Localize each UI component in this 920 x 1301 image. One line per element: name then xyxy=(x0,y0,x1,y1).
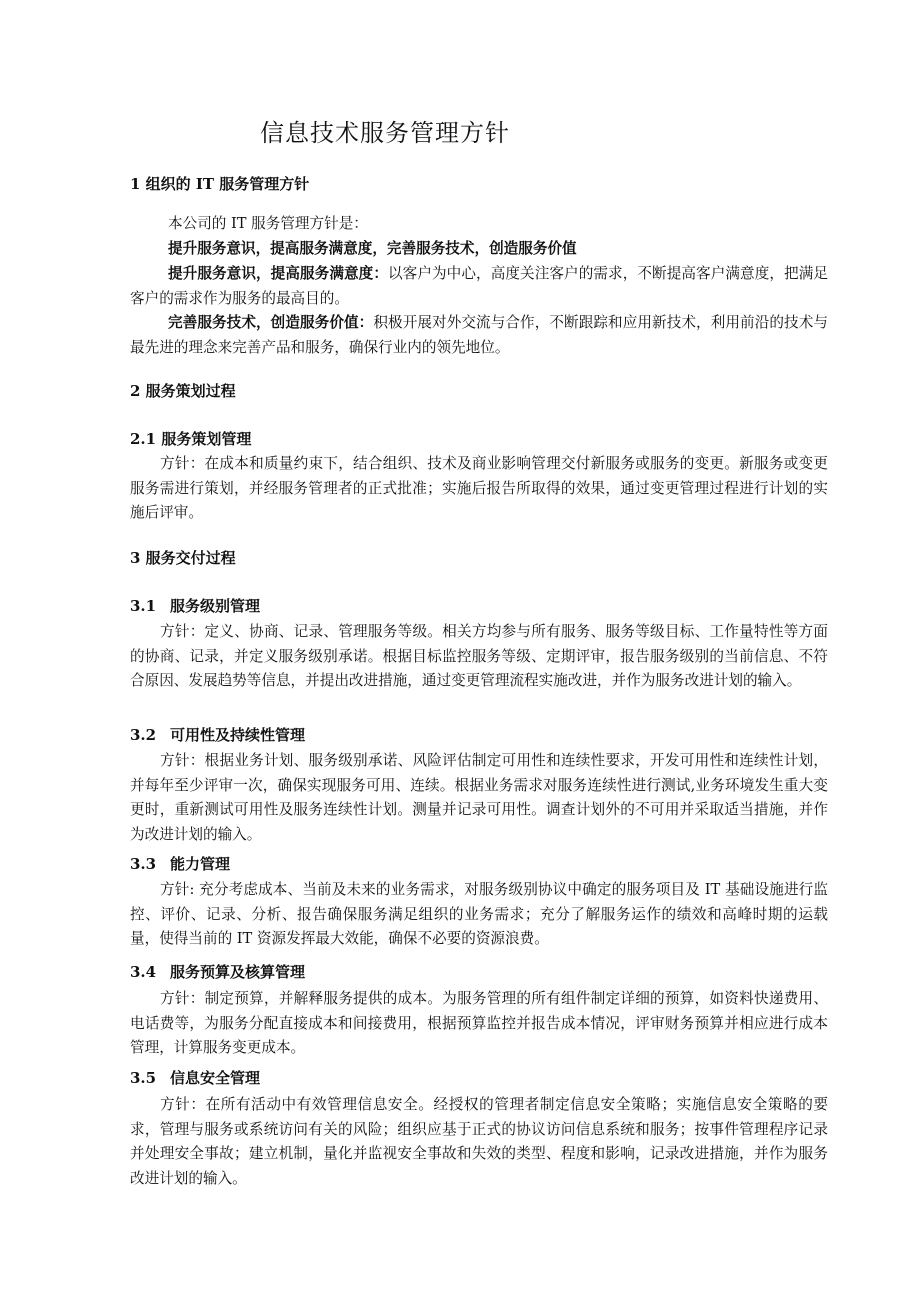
section-3-3-heading xyxy=(130,853,230,874)
section-number: 3.1 xyxy=(130,597,157,615)
section-1-heading: 1 组织的 IT 服务管理方针 xyxy=(130,175,310,193)
section-1-slogan: 提升服务意识，提高服务满意度，完善服务技术，创造服务价值 xyxy=(168,240,577,257)
section-number: 3.3 xyxy=(130,855,157,873)
section-number: 3.4 xyxy=(130,963,157,981)
section-2-heading: 2 服务策划过程 xyxy=(130,382,236,400)
section-3-5-heading xyxy=(130,1067,260,1088)
section-3-4-text: 方针：制定预算，并解释服务提供的成本。为服务管理的所有组件制定详细的预算，如资料快递费用、电话费等，为服务分配直接成本和间接费用，根据预算监控并报告成本情况，评审财务预算并相应进行成本管理，计算服务变更成本。 xyxy=(130,990,828,1056)
section-1-intro: 本公司的 IT 服务管理方针是： xyxy=(168,215,368,232)
section-3-3-text: 方针: 充分考虑成本、当前及未来的业务需求，对服务级别协议中确定的服务项目及 IT 基础设施进行监控、评价、记录、分析、报告确保服务满足组织的业务需求；充分了解服务运作的绩效和高峰时期的运载量，使得当前的 IT 资源发挥最大效能，确保不必要的资源浪费。 xyxy=(130,881,828,947)
section-3-1-text: 方针：定义、协商、记录、管理服务等级。相关方均参与所有服务、服务等级目标、工作量特性等方面的协商、记录，并定义服务级别承诺。根据目标监控服务等级、定期评审，报告服务级别的当前信息、不符合原因、发展趋势等信息，并提出改进措施，通过变更管理流程实施改进，并作为服务改进计划的输入。 xyxy=(130,623,828,689)
section-3-2-text: 方针：根据业务计划、服务级别承诺、风险评估制定可用性和连续性要求，开发可用性和连续性计划，并每年至少评审一次，确保实现服务可用、连续。根据业务需求对服务连续性进行测试,业务环境发生重大变更时，重新测试可用性及服务连续性计划。测量并记录可用性。调查计划外的不可用并采取适当措施，并作为改进计划的输入。 xyxy=(130,752,828,843)
section-title: 服务级别管理 xyxy=(170,597,261,615)
section-number: 3.2 xyxy=(130,726,157,744)
section-number: 3.5 xyxy=(130,1069,157,1087)
section-3-heading: 3 服务交付过程 xyxy=(130,549,236,567)
paragraph-2-text: 积极开展对外交流与合作，不断跟踪和应用新技术，利用前沿的技术与最先进的理念来完善产品和服务，确保行业内的领先地位。 xyxy=(130,314,828,356)
section-title: 能力管理 xyxy=(170,855,231,873)
paragraph-1-text: 以客户为中心，高度关注客户的需求，不断提高客户满意度，把满足客户的需求作为服务的最高目的。 xyxy=(130,265,828,307)
page-title: 信息技术服务管理方针 xyxy=(260,119,510,147)
section-3-5-text: 方针：在所有活动中有效管理信息安全。经授权的管理者制定信息安全策略；实施信息安全策略的要求，管理与服务或系统访问有关的风险；组织应基于正式的协议访问信息系统和服务；按事件管理程序记录并处理安全事故；建立机制，量化并监视安全事故和失效的类型、程度和影响，记录改进措施，并作为服务改进计划的输入。 xyxy=(130,1096,828,1187)
section-2-1-text: 方针：在成本和质量约束下，结合组织、技术及商业影响管理交付新服务或服务的变更。新服务或变更服务需进行策划，并经服务管理者的正式批准；实施后报告所取得的效果，通过变更管理过程进行计划的实施后评审。 xyxy=(130,455,828,521)
section-title: 可用性及持续性管理 xyxy=(170,726,306,744)
section-title: 服务预算及核算管理 xyxy=(170,963,306,981)
section-title: 信息安全管理 xyxy=(170,1069,261,1087)
section-3-4-heading xyxy=(130,961,305,982)
paragraph-2-bold-lead: 完善服务技术，创造服务价值： xyxy=(168,314,374,331)
paragraph-1-bold-lead: 提升服务意识，提高服务满意度： xyxy=(168,265,389,282)
section-1-paragraph-2 xyxy=(130,311,828,360)
section-3-2-heading xyxy=(130,724,305,745)
section-2-1-heading: 2.1 服务策划管理 xyxy=(130,430,252,448)
section-1-paragraph-1 xyxy=(130,262,828,311)
section-3-1-heading xyxy=(130,595,260,616)
